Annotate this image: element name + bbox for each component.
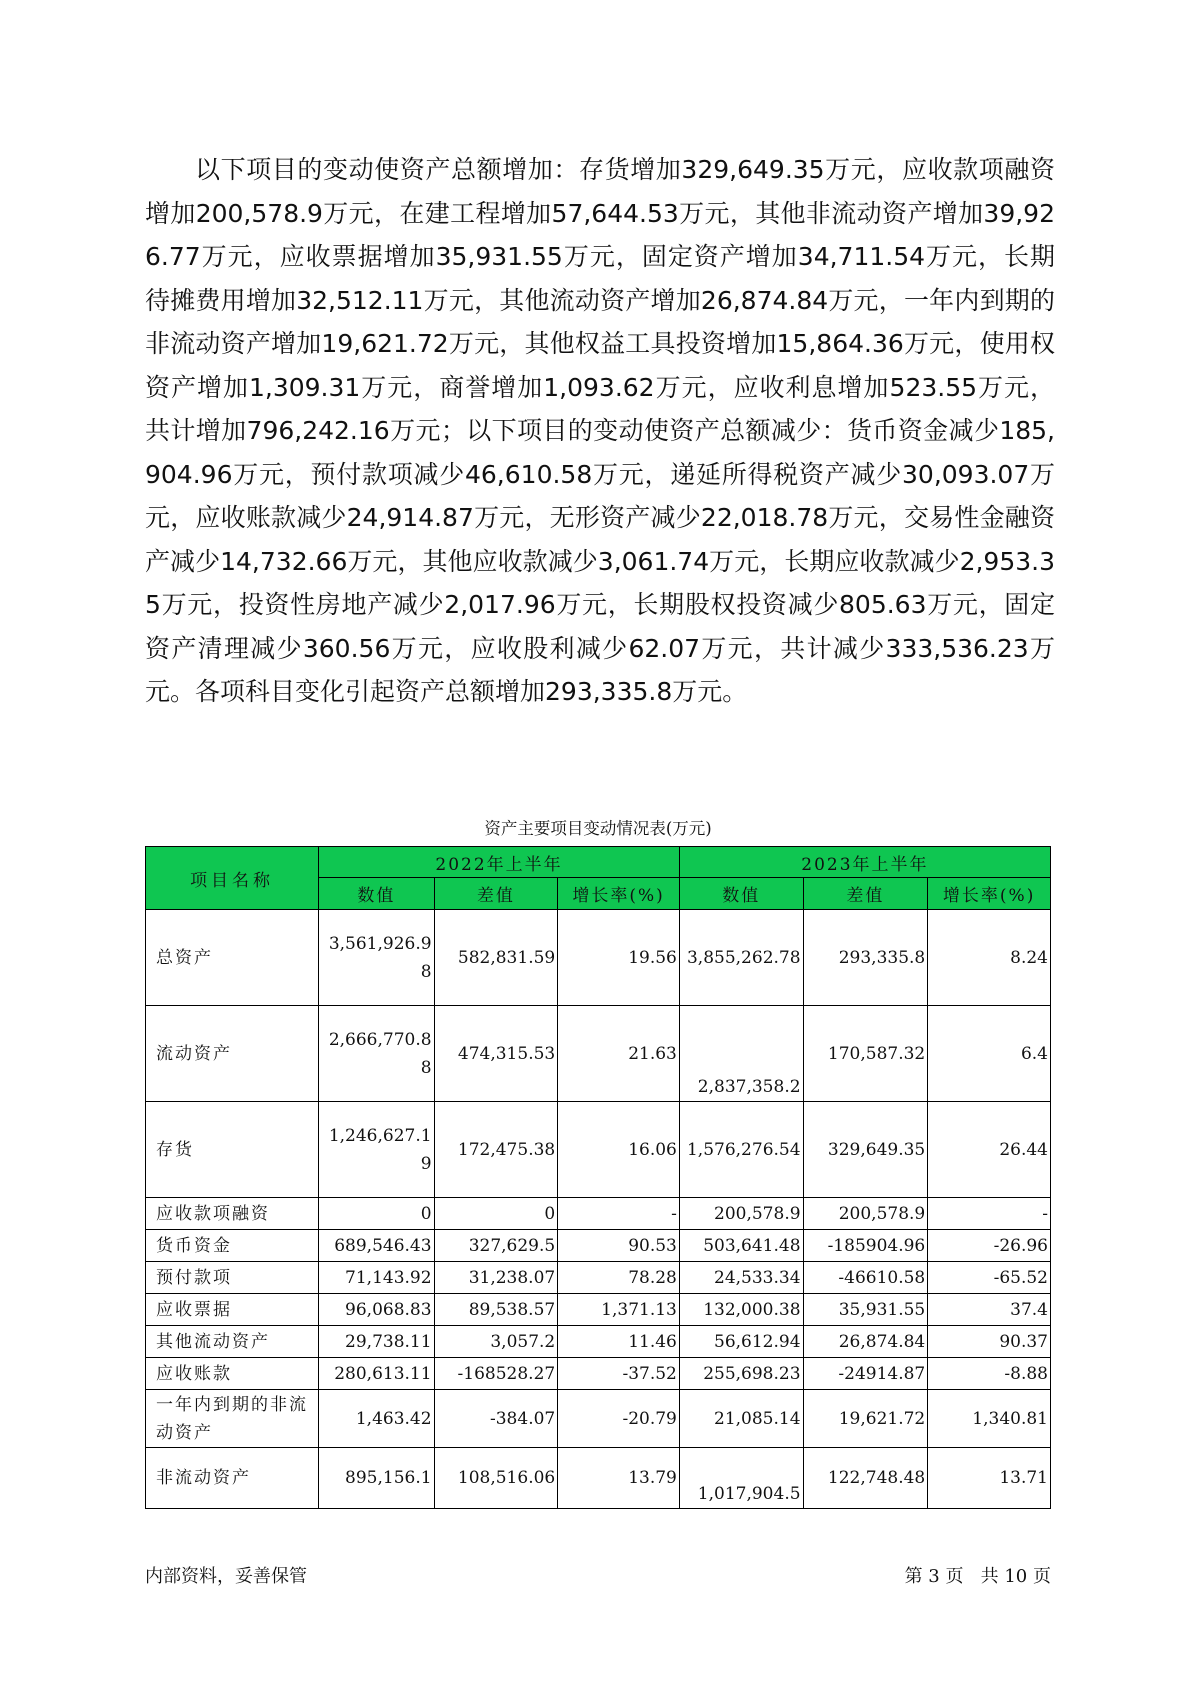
row-name: 总资产 <box>146 910 319 1006</box>
growth-2023: 13.71 <box>928 1448 1051 1509</box>
value-2022: 895,156.1 <box>319 1448 434 1509</box>
growth-2022: 78.28 <box>558 1262 680 1294</box>
diff-2022: 89,538.57 <box>434 1294 558 1326</box>
diff-2022: 582,831.59 <box>434 910 558 1006</box>
value-2022: 71,143.92 <box>319 1262 434 1294</box>
diff-2023: 122,748.48 <box>803 1448 928 1509</box>
growth-2023: -26.96 <box>928 1230 1051 1262</box>
growth-2022: -20.79 <box>558 1390 680 1448</box>
diff-2023: 170,587.32 <box>803 1006 928 1102</box>
table-row <box>146 910 1051 1006</box>
diff-2022: 31,238.07 <box>434 1262 558 1294</box>
value-2023: 2,837,358.2 <box>679 1006 803 1102</box>
diff-2022: 108,516.06 <box>434 1448 558 1509</box>
growth-2022: 1,371.13 <box>558 1294 680 1326</box>
value-2022: 0 <box>319 1198 434 1230</box>
value-2023: 3,855,262.78 <box>679 910 803 1006</box>
row-name: 应收票据 <box>146 1294 319 1326</box>
value-2023: 56,612.94 <box>679 1326 803 1358</box>
row-name: 应收账款 <box>146 1358 319 1390</box>
diff-2022: 327,629.5 <box>434 1230 558 1262</box>
growth-2022: 21.63 <box>558 1006 680 1102</box>
header-value-2022: 数值 <box>319 878 434 910</box>
growth-2023: 26.44 <box>928 1102 1051 1198</box>
header-year-2022: 2022年上半年 <box>319 847 680 878</box>
table-row <box>146 1294 1051 1326</box>
table-row <box>146 1262 1051 1294</box>
value-2022: 1,463.42 <box>319 1390 434 1448</box>
value-2023: 24,533.34 <box>679 1262 803 1294</box>
growth-2022: 90.53 <box>558 1230 680 1262</box>
growth-2022: -37.52 <box>558 1358 680 1390</box>
growth-2023: - <box>928 1198 1051 1230</box>
header-year-2023: 2023年上半年 <box>679 847 1050 878</box>
table-row <box>146 1390 1051 1448</box>
growth-2023: 8.24 <box>928 910 1051 1006</box>
growth-2022: - <box>558 1198 680 1230</box>
diff-2023: -185904.96 <box>803 1230 928 1262</box>
body-paragraph: 以下项目的变动使资产总额增加：存货增加329,649.35万元，应收款项融资增加200,578.9万元，在建工程增加57,644.53万元，其他非流动资产增加39,926.77万元，应收票据增加35,931.55万元，固定资产增加34,711.54万元，长期待摊费用增加32,512.11万元，其他流动资产增加26,874.84万元，一年内到期的非流动资产增加19,621.72万元，其他权益工具投资增加15,864.36万元，使用权资产增加1,309.31万元，商誉增加1,093.62万元，应收利息增加523.55万元，共计增加796,242.16万元；以下项目的变动使资产总额减少：货币资金减少185,904.96万元，预付款项减少46,610.58万元，递延所得税资产减少30,093.07万元，应收账款减少24,914.87万元，无形资产减少22,018.78万元，交易性金融资产减少14,732.66万元，其他应收款减少3,061.74万元，长期应收款减少2,953.35万元，投资性房地产减少2,017.96万元，长期股权投资减少805.63万元，固定资产清理减少360.56万元，应收股利减少62.07万元，共计减少333,536.23万元。各项科目变化引起资产总额增加293,335.8万元。 <box>145 155 1055 706</box>
row-name: 预付款项 <box>146 1262 319 1294</box>
table-row <box>146 1102 1051 1198</box>
diff-2022: -168528.27 <box>434 1358 558 1390</box>
diff-2022: 0 <box>434 1198 558 1230</box>
footer-confidential-note: 内部资料，妥善保管 <box>145 1566 307 1587</box>
value-2022: 3,561,926.98 <box>319 910 434 1006</box>
row-name: 应收款项融资 <box>146 1198 319 1230</box>
table-row <box>146 1198 1051 1230</box>
diff-2023: 329,649.35 <box>803 1102 928 1198</box>
diff-2023: 35,931.55 <box>803 1294 928 1326</box>
growth-2023: 37.4 <box>928 1294 1051 1326</box>
header-item-name: 项目名称 <box>146 847 319 910</box>
diff-2023: -46610.58 <box>803 1262 928 1294</box>
value-2023: 200,578.9 <box>679 1198 803 1230</box>
diff-2022: 474,315.53 <box>434 1006 558 1102</box>
growth-2023: 6.4 <box>928 1006 1051 1102</box>
row-name: 存货 <box>146 1102 319 1198</box>
header-growth-2023: 增长率(%) <box>928 878 1051 910</box>
value-2022: 280,613.11 <box>319 1358 434 1390</box>
diff-2022: -384.07 <box>434 1390 558 1448</box>
asset-change-table <box>145 846 1051 1509</box>
value-2023: 1,017,904.5 <box>679 1448 803 1509</box>
value-2022: 2,666,770.88 <box>319 1006 434 1102</box>
row-name: 其他流动资产 <box>146 1326 319 1358</box>
growth-2023: -65.52 <box>928 1262 1051 1294</box>
table-caption: 资产主要项目变动情况表(万元) <box>484 819 712 838</box>
growth-2022: 19.56 <box>558 910 680 1006</box>
diff-2023: 293,335.8 <box>803 910 928 1006</box>
value-2023: 255,698.23 <box>679 1358 803 1390</box>
diff-2022: 3,057.2 <box>434 1326 558 1358</box>
value-2022: 29,738.11 <box>319 1326 434 1358</box>
header-diff-2022: 差值 <box>434 878 558 910</box>
value-2023: 1,576,276.54 <box>679 1102 803 1198</box>
diff-2023: 19,621.72 <box>803 1390 928 1448</box>
footer-page-number: 第 3 页 共 10 页 <box>904 1566 1051 1587</box>
table-row <box>146 1006 1051 1102</box>
header-growth-2022: 增长率(%) <box>558 878 680 910</box>
row-name: 货币资金 <box>146 1230 319 1262</box>
table-row <box>146 1230 1051 1262</box>
value-2022: 1,246,627.19 <box>319 1102 434 1198</box>
value-2023: 503,641.48 <box>679 1230 803 1262</box>
row-name: 流动资产 <box>146 1006 319 1102</box>
header-value-2023: 数值 <box>679 878 803 910</box>
table-row <box>146 1448 1051 1509</box>
value-2023: 132,000.38 <box>679 1294 803 1326</box>
diff-2023: 200,578.9 <box>803 1198 928 1230</box>
diff-2023: 26,874.84 <box>803 1326 928 1358</box>
table-header-row-years <box>146 847 1051 878</box>
diff-2022: 172,475.38 <box>434 1102 558 1198</box>
growth-2023: 1,340.81 <box>928 1390 1051 1448</box>
row-name: 一年内到期的非流动资产 <box>146 1390 319 1448</box>
diff-2023: -24914.87 <box>803 1358 928 1390</box>
row-name: 非流动资产 <box>146 1448 319 1509</box>
growth-2023: -8.88 <box>928 1358 1051 1390</box>
growth-2022: 16.06 <box>558 1102 680 1198</box>
value-2022: 689,546.43 <box>319 1230 434 1262</box>
table-row <box>146 1358 1051 1390</box>
growth-2022: 11.46 <box>558 1326 680 1358</box>
growth-2023: 90.37 <box>928 1326 1051 1358</box>
header-diff-2023: 差值 <box>803 878 928 910</box>
value-2023: 21,085.14 <box>679 1390 803 1448</box>
growth-2022: 13.79 <box>558 1448 680 1509</box>
value-2022: 96,068.83 <box>319 1294 434 1326</box>
table-row <box>146 1326 1051 1358</box>
